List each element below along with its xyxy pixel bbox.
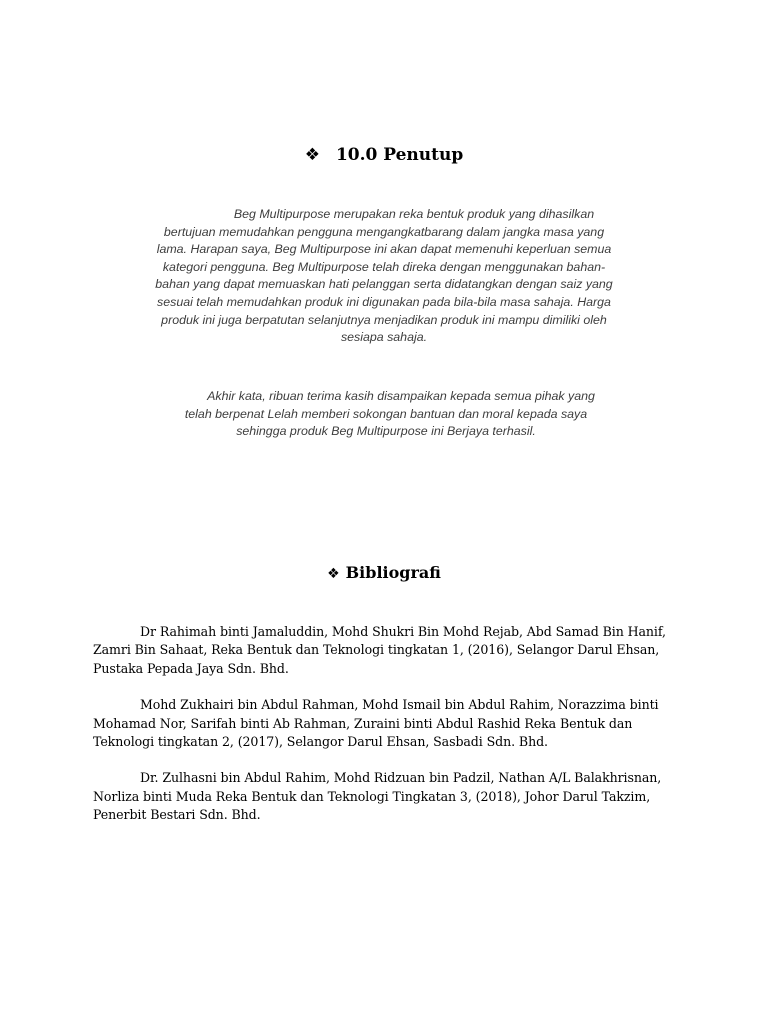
bibliografi-heading	[0, 562, 768, 585]
diamond-bullet-icon: ❖	[327, 566, 340, 582]
bibliography-entry: Dr. Zulhasni bin Abdul Rahim, Mohd Ridzuan bin Padzil, Nathan A/L Balakhrisnan, Norliza binti Muda Reka Bentuk dan Teknologi Tingkatan 3, (2018), Johor Darul Takzim, Penerbit Bestari Sdn. Bhd.	[93, 770, 662, 823]
bibliography-list	[93, 623, 675, 843]
diamond-bullet-icon: ❖	[304, 145, 320, 165]
penutup-paragraph-2: Akhir kata, ribuan terima kasih disampaikan kepada semua pihak yang telah berpenat Lelah memberi sokongan bantuan dan moral kepada saya sehingga produk Beg Multipurpose ini Berjaya terhasil.	[184, 389, 595, 439]
bibliography-entry: Mohd Zukhairi bin Abdul Rahman, Mohd Ismail bin Abdul Rahim, Norazzima binti Mohamad Nor, Sarifah binti Ab Rahman, Zuraini binti Abdul Rashid Reka Bentuk dan Teknologi tingkatan 2, (2017), Selangor Darul Ehsan, Sasbadi Sdn. Bhd.	[93, 697, 659, 750]
penutup-heading	[0, 144, 768, 166]
bibliografi-title: Bibliografi	[345, 563, 441, 582]
penutup-title: 10.0 Penutup	[335, 145, 464, 165]
penutup-paragraph-1: Beg Multipurpose merupakan reka bentuk produk yang dihasilkan bertujuan memudahkan pengguna mengangkatbarang dalam jangka masa yang lama. Harapan saya, Beg Multipurpose ini akan dapat memenuhi keperluan semua kategori pengguna. Beg Multipurpose telah direka dengan menggunakan bahan-bahan yang dapat memuaskan hati pelanggan serta didatangkan dengan saiz yang sesuai telah memudahkan produk ini digunakan pada bila-bila masa sahaja. Harga produk ini juga berpatutan selanjutnya menjadikan produk ini mampu dimiliki oleh sesiapa sahaja.	[155, 207, 613, 345]
bibliography-entry: Dr Rahimah binti Jamaluddin, Mohd Shukri Bin Mohd Rejab, Abd Samad Bin Hanif, Zamri Bin Sahaat, Reka Bentuk dan Teknologi tingkatan 1, (2016), Selangor Darul Ehsan, Pustaka Pepada Jaya Sdn. Bhd.	[93, 624, 666, 676]
